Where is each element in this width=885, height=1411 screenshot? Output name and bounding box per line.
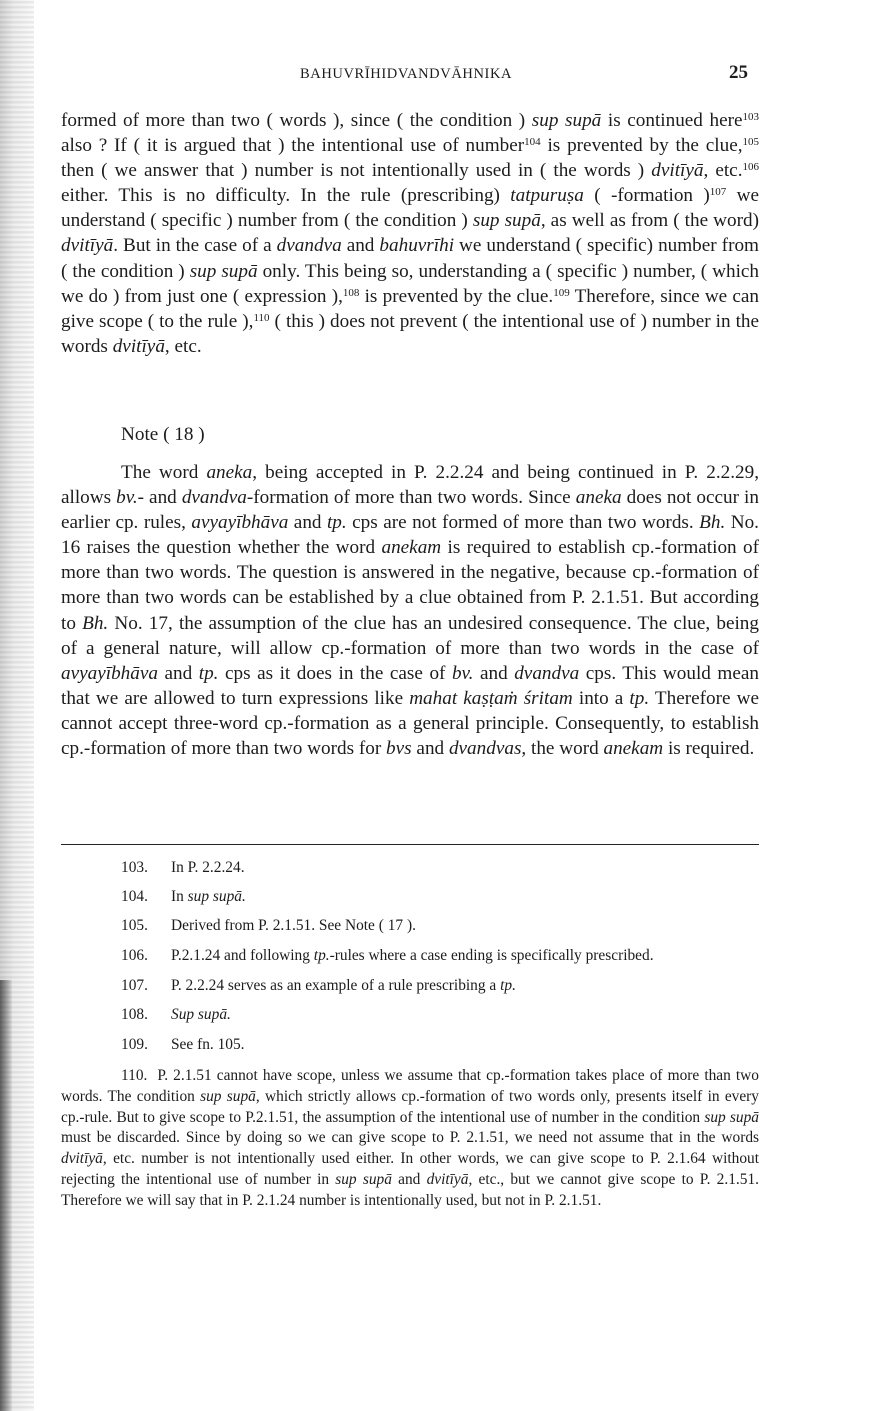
footnote-109: 109. See fn. 105. — [121, 1036, 245, 1053]
page-number: 25 — [729, 62, 748, 83]
footnote-107: 107. P. 2.2.24 serves as an example of a rule prescribing a tp. — [121, 977, 516, 994]
note-heading: Note ( 18 ) — [121, 424, 205, 445]
footnote-divider — [61, 844, 759, 845]
footnote-ref-110[interactable]: 110 — [253, 311, 270, 324]
footnote-ref-103[interactable]: 103 — [742, 111, 760, 123]
footnote-106: 106. P.2.1.24 and following tp.-rules where a case ending is specifically prescribed. — [121, 947, 654, 964]
footnote-ref-105[interactable]: 105 — [742, 136, 760, 149]
footnote-ref-104[interactable]: 104 — [524, 136, 541, 149]
scan-edge-dark-strip — [0, 980, 12, 1411]
footnote-105: 105. Derived from P. 2.1.51. See Note ( 17 ). — [121, 917, 416, 934]
footnote-ref-109[interactable]: 109 — [553, 286, 570, 299]
footnote-ref-106[interactable]: 106 — [742, 161, 759, 174]
paragraph-continued: formed of more than two ( words ), since ( the condition ) sup supā is continued here$^{103}$ also ? If ( it is argued that ) the intentional use of number$^{104}$ is prevented by the clue,$^{105}$ then ( we answer that ) number is not intentionally used in ( the words ) dvitīyā, etc.$^{106}$ either. This is no difficulty. In the rule (prescribing) tatpuruṣa ( -formation )$^{107}$ we understand ( specific ) number from ( the condition ) sup supā, as well as from ( the word) dvitīyā. But in the case of a dvandva and bahuvrīhi we understand ( specific) number from ( the condition ) sup supā only. This being so, understanding a ( specific ) number, ( which we do ) from just one ( expression ),$^{108}$ is prevented by the clue.$^{109}$ Therefore, since we can give scope ( to the rule ),$^{110}$ ( this ) does not prevent ( the intentional use of ) number in the words dvitīyā, etc. — [61, 110, 760, 357]
note-18-paragraph: The word aneka, being accepted in P. 2.2.24 and being continued in P. 2.2.29, allows bv.- and dvandva-formation of more than two words. Since aneka does not occur in earlier cp. rules, avyayībhāva and tp. cps are not formed of more than two words. Bh. No. 16 raises the question whether the word anekam is required to establish cp.-formation of more than two words. The question is answered in the negative, because cp.-formation of more than two words can be established by a clue obtained from P. 2.1.51. But according to Bh. No. 17, the assumption of the clue has an undesired consequence. The clue, being of a general nature, will allow cp.-formation of more than two words in the case of avyayībhāva and tp. cps as it does in the case of bv. and dvandva cps. This would mean that we are allowed to turn expressions like mahat kaṣṭaṁ śritam into a tp. Therefore we cannot accept three-word cp.-formation as a general principle. Consequently, to establish cp.-formation of more than two words for bvs and dvandvas, the word anekam is required. — [61, 462, 759, 760]
footnote-110: 110. P. 2.1.51 cannot have scope, unless we assume that cp.-formation takes place of more than two words. The condition sup supā, which strictly allows cp.-formation of two words only, presents itself in every cp.-rule. But to give scope to P.2.1.51, the assumption of the intentional use of number in the condition sup supā must be discarded. Since by doing so we can give scope to P. 2.1.51, we need not assume that in the words dvitīyā, etc. number is not intentionally used either. In other words, we can give scope to P. 2.1.64 without rejecting the intentional use of number in sup supā and dvitīyā, etc., but we cannot give scope to P. 2.1.51. Therefore we will say that in P. 2.1.24 number is intentionally used, but not in P. 2.1.51. — [61, 1067, 760, 1209]
footnote-ref-107[interactable]: 107 — [709, 186, 727, 199]
running-head: BAHUVRĪHIDVANDVĀHNIKA — [300, 66, 513, 82]
footnote-104: 104. In sup supā. — [121, 888, 246, 905]
footnote-108: 108. Sup supā. — [121, 1006, 231, 1023]
footnote-ref-108[interactable]: 108 — [342, 286, 360, 299]
footnote-103: 103. In P. 2.2.24. — [121, 859, 245, 876]
